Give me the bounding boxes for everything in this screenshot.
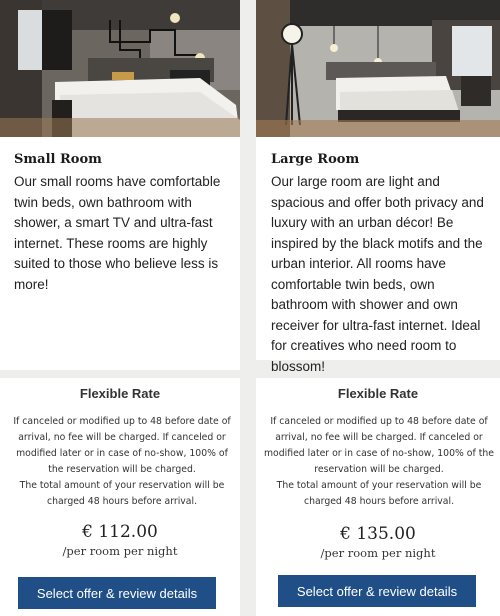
rate-card-small bbox=[0, 378, 240, 616]
room-photo-large bbox=[256, 0, 500, 137]
select-offer-button[interactable]: Select offer & review details bbox=[18, 577, 216, 609]
room-card-large bbox=[256, 0, 500, 374]
price: € 112.00 bbox=[82, 522, 158, 542]
rate-card-large bbox=[256, 378, 500, 616]
room-card-small bbox=[0, 0, 240, 370]
cancellation-policy: If canceled or modified up to 48 before date of arrival, no fee will be charged. If canceled or modified later or in case of no-show, 100% of the reservation will be charged. bbox=[264, 416, 494, 475]
rate-title: Flexible Rate bbox=[79, 386, 161, 401]
select-offer-button[interactable]: Select offer & review details bbox=[278, 575, 476, 607]
price-unit: /per room per night bbox=[62, 544, 178, 558]
room-photo-small bbox=[0, 0, 240, 137]
room-title: Large Room bbox=[271, 152, 360, 167]
price: € 135.00 bbox=[340, 524, 416, 544]
charge-note: The total amount of your reservation will be charged 48 hours before arrival. bbox=[276, 480, 482, 507]
rate-policy bbox=[264, 414, 494, 510]
cancellation-policy: If canceled or modified up to 48 before date of arrival, no fee will be charged. If canceled or modified later or in case of no-show, 100% of the reservation will be charged. bbox=[13, 416, 231, 475]
rate-policy bbox=[8, 414, 236, 510]
room-description: Our small rooms have comfortable twin beds, own bathroom with shower, a smart TV and ultra-fast internet. These rooms are highly suited to those who believe less is more! bbox=[14, 174, 221, 292]
rate-title: Flexible Rate bbox=[337, 386, 419, 401]
room-title: Small Room bbox=[14, 152, 102, 167]
charge-note: The total amount of your reservation will be charged 48 hours before arrival. bbox=[19, 480, 225, 507]
room-description: Our large room are light and spacious and offer both privacy and luxury with an urban décor! Be inspired by the black motifs and the urban interior. All rooms have comfortable twin beds, own bathroom with shower and own receiver for ultra-fast internet. Ideal for creatives who need room to blossom! bbox=[271, 174, 484, 374]
price-unit: /per room per night bbox=[320, 546, 436, 560]
